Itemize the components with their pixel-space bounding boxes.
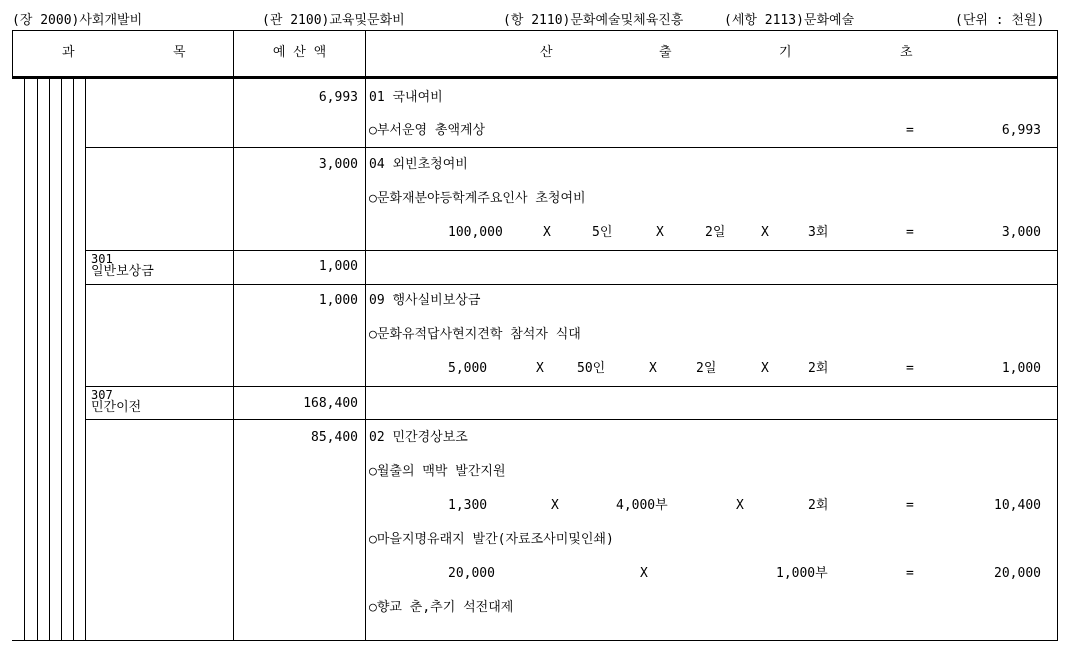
row4-x3: X xyxy=(761,361,769,376)
col-cho: 초 xyxy=(900,45,913,60)
row2-x3: X xyxy=(761,225,769,240)
row2-amount: 3,000 xyxy=(318,157,358,172)
col-budget: 예 산 액 xyxy=(272,45,327,60)
col-gi: 기 xyxy=(779,45,792,60)
row6-sub2: ○마을지명유래지 발간(자료조사미및인쇄) xyxy=(369,532,614,547)
row6-beq: = xyxy=(906,566,914,581)
row6-btotal: 20,000 xyxy=(994,566,1041,581)
sehang-label: (세항 2113)문화예술 xyxy=(724,13,855,28)
row2-sub: ○문화재분야등학계주요인사 초청여비 xyxy=(369,191,586,206)
row6-bx1: X xyxy=(640,566,648,581)
row3-code: 301 xyxy=(91,252,113,266)
row4-c3: 2일 xyxy=(696,361,717,376)
row2-x2: X xyxy=(656,225,664,240)
row5-name: 민간이전 xyxy=(91,400,142,415)
row2-c1: 100,000 xyxy=(448,225,503,240)
row2-total: 3,000 xyxy=(1001,225,1041,240)
row6-ax1: X xyxy=(551,498,559,513)
row4-sub: ○문화유적답사현지견학 참석자 식대 xyxy=(369,327,581,342)
row2-c4: 3회 xyxy=(808,225,829,240)
unit-label: (단위 : 천원) xyxy=(955,13,1045,28)
row4-c4: 2회 xyxy=(808,361,829,376)
row6-b1: 20,000 xyxy=(448,566,495,581)
row6-b2: 1,000부 xyxy=(776,566,828,581)
row3-name: 일반보상금 xyxy=(91,264,154,279)
row4-title: 09 행사실비보상금 xyxy=(369,293,481,308)
jang-label: (장 2000)사회개발비 xyxy=(12,13,143,28)
row1-eq: = xyxy=(906,123,914,138)
hang-label: (항 2110)문화예술및체육진흥 xyxy=(503,13,684,28)
row4-amount: 1,000 xyxy=(318,293,358,308)
row2-c2: 5인 xyxy=(592,225,613,240)
row1-total: 6,993 xyxy=(1001,123,1041,138)
row1-sub: ○부서운영 총액계상 xyxy=(369,123,486,138)
row4-c1: 5,000 xyxy=(448,361,488,376)
row6-aeq: = xyxy=(906,498,914,513)
row6-title: 02 민간경상보조 xyxy=(369,430,468,445)
col-chul: 출 xyxy=(659,45,672,60)
row4-c2: 50인 xyxy=(577,361,606,376)
row6-amount: 85,400 xyxy=(311,430,358,445)
row6-ax2: X xyxy=(736,498,744,513)
row4-x2: X xyxy=(649,361,657,376)
col-gwa: 과 xyxy=(62,45,75,60)
row4-x1: X xyxy=(536,361,544,376)
gwan-label: (관 2100)교육및문화비 xyxy=(262,13,405,28)
row4-eq: = xyxy=(906,361,914,376)
row3-amount: 1,000 xyxy=(318,259,358,274)
row6-a3: 2회 xyxy=(808,498,829,513)
row5-code: 307 xyxy=(91,388,113,402)
row6-a2: 4,000부 xyxy=(616,498,668,513)
row1-amount: 6,993 xyxy=(318,90,358,105)
col-san: 산 xyxy=(540,45,553,60)
row6-atotal: 10,400 xyxy=(994,498,1041,513)
row6-sub3: ○향교 춘,추기 석전대제 xyxy=(369,600,514,615)
row4-total: 1,000 xyxy=(1001,361,1041,376)
row2-title: 04 외빈초청여비 xyxy=(369,157,468,172)
row2-x1: X xyxy=(543,225,551,240)
row5-amount: 168,400 xyxy=(303,396,358,411)
row2-c3: 2일 xyxy=(705,225,726,240)
row1-title: 01 국내여비 xyxy=(369,90,443,105)
row6-a1: 1,300 xyxy=(448,498,488,513)
row6-sub1: ○월출의 맥박 발간지원 xyxy=(369,464,506,479)
col-mok: 목 xyxy=(173,45,186,60)
row2-eq: = xyxy=(906,225,914,240)
